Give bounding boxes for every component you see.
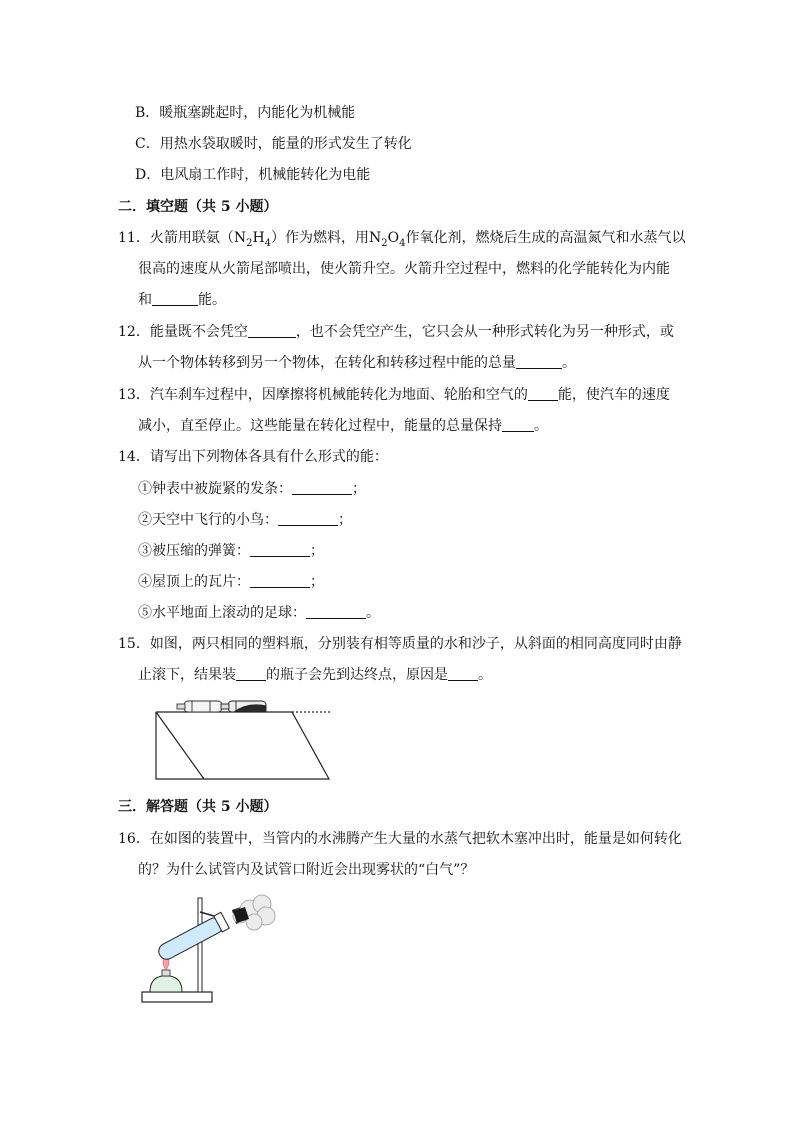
q11-line2: 很高的速度从火箭尾部喷出，使火箭升空。火箭升空过程中，燃料的化学能转化为内能 bbox=[138, 261, 670, 277]
q11-sub: 4 bbox=[399, 237, 406, 249]
q13-text: 。 bbox=[534, 418, 548, 434]
answer-blank[interactable] bbox=[236, 666, 266, 681]
q16-line1 bbox=[118, 829, 682, 849]
q12-line1 bbox=[118, 322, 674, 342]
q16-number: 16． bbox=[118, 831, 150, 847]
sand-bottle-icon bbox=[221, 701, 266, 712]
q13-text: 减小，直至停止。这些能量在转化过程中，能量的总量保持 bbox=[138, 418, 502, 434]
q14-number: 14． bbox=[118, 449, 150, 465]
incline-outline bbox=[156, 712, 329, 779]
answer-blank[interactable] bbox=[152, 291, 198, 306]
q14-stem bbox=[118, 447, 388, 467]
incline-bottles-figure bbox=[148, 692, 334, 784]
q12-text: ，也不会凭空产生，它只会从一种形式转化为另一种形式，或 bbox=[295, 324, 674, 340]
q11-text: 作氧化剂，燃烧后生成的高温氮气和水蒸气以 bbox=[405, 230, 686, 246]
q15-line2 bbox=[138, 665, 492, 685]
q13-number: 13． bbox=[118, 387, 150, 403]
section-solve-heading: 三．解答题（共 5 小题） bbox=[118, 799, 278, 815]
q13-line1 bbox=[118, 385, 670, 405]
test-tube-apparatus-figure bbox=[138, 890, 278, 1012]
test-tube bbox=[156, 915, 225, 962]
answer-blank[interactable] bbox=[306, 604, 366, 619]
q12-number: 12． bbox=[118, 324, 150, 340]
q11-text: 和 bbox=[138, 292, 152, 308]
q15-text: 如图，两只相同的塑料瓶，分别装有相等质量的水和沙子，从斜面的相同高度同时由静 bbox=[149, 636, 682, 652]
q14-item-4 bbox=[138, 572, 324, 592]
answer-blank[interactable] bbox=[248, 323, 296, 338]
answer-blank[interactable] bbox=[516, 354, 562, 369]
q11-sub: 2 bbox=[246, 237, 253, 249]
q14-text: 请写出下列物体各具有什么形式的能： bbox=[149, 449, 388, 465]
q16-text: 在如图的装置中，当管内的水沸腾产生大量的水蒸气把软木塞冲出时，能量是如何转化 bbox=[149, 831, 682, 847]
q15-text: 。 bbox=[478, 667, 492, 683]
option-d: D．电风扇工作时，机械能转化为电能 bbox=[135, 167, 371, 183]
option-c: C．用热水袋取暖时，能量的形式发生了转化 bbox=[135, 136, 412, 152]
answer-blank[interactable] bbox=[292, 480, 352, 495]
q15-number: 15． bbox=[118, 636, 150, 652]
q14-item-2 bbox=[138, 510, 352, 530]
q11-text: 能。 bbox=[198, 292, 226, 308]
q14-item-text: ③被压缩的弹簧： bbox=[138, 543, 250, 559]
q11-sub: 2 bbox=[381, 237, 388, 249]
answer-blank[interactable] bbox=[278, 511, 338, 526]
q12-text: 从一个物体转移到另一个物体，在转化和转移过程中能的总量 bbox=[138, 355, 516, 371]
q11-text: 火箭用联氨（N bbox=[149, 230, 247, 246]
q11-number: 11． bbox=[118, 230, 150, 246]
q14-item-text: ①钟表中被旋紧的发条： bbox=[138, 481, 292, 497]
q11-text: O bbox=[387, 230, 400, 246]
q14-item-end: ； bbox=[310, 574, 324, 590]
section-fill-heading: 二．填空题（共 5 小题） bbox=[118, 199, 278, 215]
q12-text: 能量既不会凭空 bbox=[149, 324, 248, 340]
q14-item-text: ⑤水平地面上滚动的足球： bbox=[138, 605, 306, 621]
q15-text: 止滚下，结果装 bbox=[138, 667, 236, 683]
q13-text: 能，使汽车的速度 bbox=[557, 387, 670, 403]
stand-base bbox=[142, 992, 212, 1002]
answer-blank[interactable] bbox=[528, 386, 558, 401]
q11-line3 bbox=[138, 290, 226, 310]
option-b: B．暖瓶塞跳起时，内能化为机械能 bbox=[135, 105, 356, 121]
q14-item-end: ； bbox=[310, 543, 324, 559]
q14-item-end: ； bbox=[338, 512, 352, 528]
q12-line2 bbox=[138, 353, 576, 373]
q14-item-text: ④屋顶上的瓦片： bbox=[138, 574, 250, 590]
q14-item-3 bbox=[138, 541, 324, 561]
q11-sub: 4 bbox=[264, 237, 272, 249]
q14-item-text: ②天空中飞行的小鸟： bbox=[138, 512, 278, 528]
q14-item-1 bbox=[138, 479, 366, 499]
answer-blank[interactable] bbox=[502, 417, 534, 432]
q13-text: 汽车刹车过程中，因摩擦将机械能转化为地面、轮胎和空气的 bbox=[149, 387, 528, 403]
answer-blank[interactable] bbox=[250, 542, 310, 557]
q11-text: H bbox=[252, 230, 265, 246]
q16-line2: 的？为什么试管内及试管口附近会出现雾状的“白气”？ bbox=[138, 862, 475, 878]
q14-item-end: 。 bbox=[366, 605, 380, 621]
water-bottle-icon bbox=[177, 701, 222, 712]
answer-blank[interactable] bbox=[250, 573, 310, 588]
q13-line2 bbox=[138, 416, 548, 436]
q11-line1 bbox=[118, 228, 686, 254]
q11-text: ）作为燃料，用N bbox=[271, 230, 382, 246]
answer-blank[interactable] bbox=[448, 666, 478, 681]
q12-text: 。 bbox=[562, 355, 576, 371]
q15-text: 的瓶子会先到达终点，原因是 bbox=[266, 667, 448, 683]
q14-item-end: ； bbox=[352, 481, 366, 497]
q15-line1 bbox=[118, 634, 682, 654]
q14-item-5 bbox=[138, 603, 380, 623]
alcohol-lamp bbox=[150, 976, 182, 992]
incline-slope bbox=[156, 712, 204, 779]
